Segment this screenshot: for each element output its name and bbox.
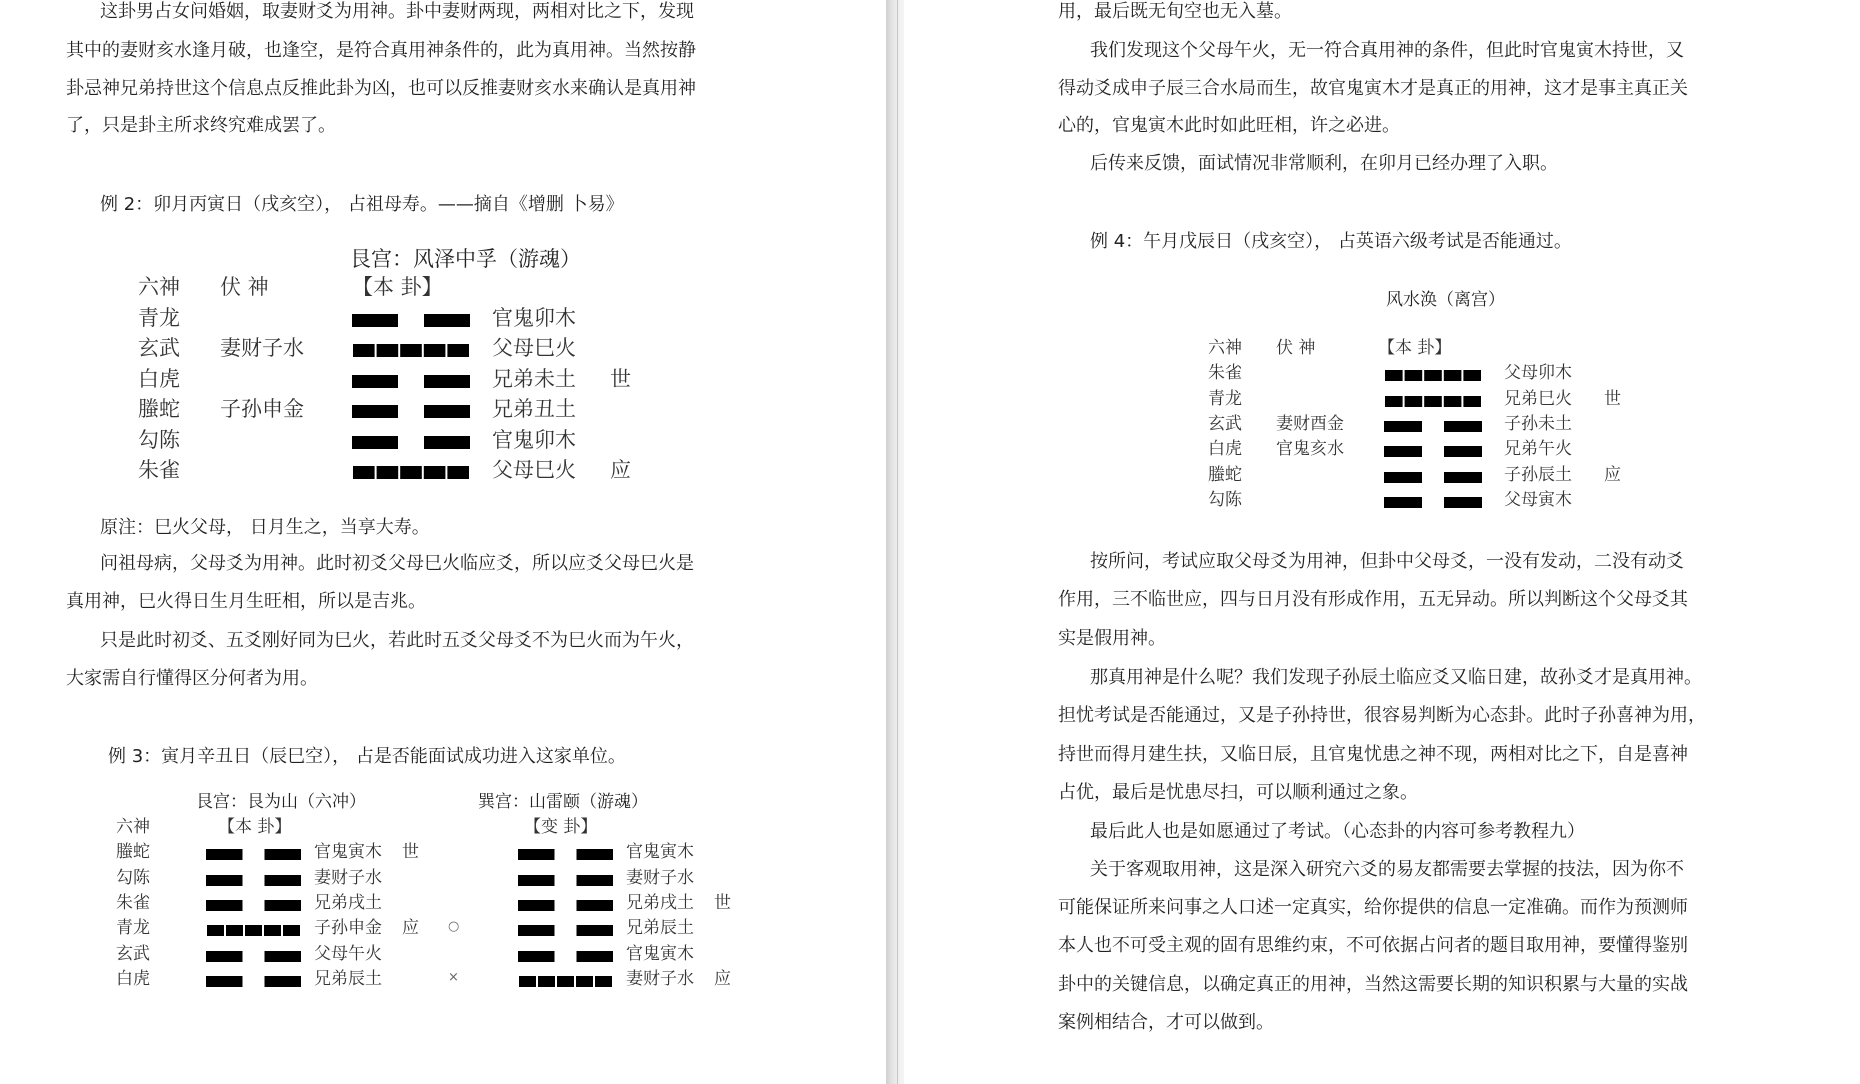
paragraph-line: 那真用神是什么呢？我们发现子孙辰土临应爻又临日建，故孙爻才是真用神。 (1090, 667, 1702, 688)
yin-line (206, 951, 301, 962)
line-label: 子孙未土 (1504, 413, 1572, 434)
paragraph-line: 了，只是卦主所求终究难成罢了。 (66, 115, 336, 136)
shi-ying-mark: 应 (610, 458, 631, 482)
yin-line (518, 875, 613, 886)
six-god-label: 青龙 (116, 918, 150, 939)
shi-ying-mark: 应 (402, 918, 419, 939)
six-god-label: 螣蛇 (138, 397, 180, 421)
six-god-label: 玄武 (116, 943, 150, 964)
header-original-hexagram: 【本 卦】 (218, 817, 292, 837)
paragraph-line: 我们发现这个父母午火，无一符合真用神的条件，但此时官鬼寅木持世，又 (1090, 40, 1684, 61)
yin-line (518, 951, 613, 962)
six-god-label: 青龙 (138, 305, 180, 330)
hexagram-title: 艮宫：风泽中孚（游魂） (350, 247, 581, 271)
paragraph-line: 卦忌神兄弟持世这个信息点反推此卦为凶，也可以反推妻财亥水来确认是真用神 (66, 78, 696, 99)
hidden-god-label: 子孙申金 (220, 397, 304, 421)
example-3-heading: 例 3：寅月辛丑日（辰巳空）， 占是否能面试成功进入这家单位。 (108, 746, 626, 767)
six-god-label: 螣蛇 (1208, 464, 1242, 485)
header-hidden-god: 伏 神 (1276, 338, 1316, 358)
line-label: 子孙辰土 (1504, 464, 1572, 485)
six-god-label: 白虎 (116, 968, 150, 989)
line-label: 兄弟丑土 (492, 397, 576, 421)
yin-line (518, 849, 613, 860)
line-label: 父母巳火 (492, 336, 576, 360)
paragraph-line: 案例相结合，才可以做到。 (1058, 1012, 1274, 1033)
yin-line (518, 900, 613, 911)
six-god-label: 朱雀 (138, 458, 180, 482)
paragraph-line: 本人也不可受主观的固有思维约束，不可依据占问者的题目取用神，要懂得鉴别 (1058, 935, 1688, 956)
moving-line-mark: ○ (448, 919, 460, 935)
shi-ying-mark: 世 (402, 842, 419, 863)
paragraph-line: 担忧考试是否能通过，又是子孙持世，很容易判断为心态卦。此时子孙喜神为用， (1058, 705, 1706, 726)
paragraph-line: 大家需自行懂得区分何者为用。 (66, 668, 318, 689)
line-label: 兄弟巳火 (1504, 388, 1572, 409)
shi-ying-mark: 世 (714, 892, 731, 913)
line-label: 父母寅木 (1504, 489, 1572, 510)
six-god-label: 朱雀 (116, 892, 150, 913)
paragraph-line: 作用，三不临世应，四与日月没有形成作用，五无异动。所以判断这个父母爻其 (1058, 589, 1688, 610)
hexagram-title-changed: 巽宫：山雷颐（游魂） (478, 792, 648, 812)
paragraph-line: 只是此时初爻、五爻刚好同为巳火，若此时五爻父母爻不为巳火而为午火， (100, 630, 694, 651)
example-2-heading: 例 2：卯月丙寅日（戌亥空）， 占祖母寿。——摘自《增删 卜易》 (100, 194, 624, 215)
yin-line (1384, 497, 1482, 508)
paragraph-line: 得动爻成申子辰三合水局而生，故官鬼寅木才是真正的用神，这才是事主真正关 (1058, 78, 1688, 99)
paragraph-line: 持世而得月建生扶，又临日辰，且官鬼忧患之神不现，两相对比之下，自是喜神 (1058, 744, 1688, 765)
paragraph-line: 这卦男占女问婚姻，取妻财爻为用神。卦中妻财两现，两相对比之下，发现 (100, 1, 694, 22)
header-original-hexagram: 【本 卦】 (352, 275, 443, 299)
header-six-gods: 六神 (1208, 338, 1242, 358)
hidden-god-label: 妻财酉金 (1276, 413, 1344, 434)
paragraph-line: 实是假用神。 (1058, 628, 1166, 649)
line-label: 官鬼寅木 (626, 943, 694, 964)
left-page (0, 0, 886, 1084)
line-label: 兄弟午火 (1504, 439, 1572, 460)
example-4-heading: 例 4：午月戊辰日（戌亥空）， 占英语六级考试是否能通过。 (1090, 231, 1572, 252)
paragraph-line: 占优，最后是忧患尽扫，可以顺利通过之象。 (1058, 782, 1418, 803)
paragraph-line: 心的，官鬼寅木此时如此旺相，许之必进。 (1058, 115, 1400, 136)
line-label: 官鬼卯木 (492, 427, 576, 452)
yin-line (1384, 472, 1482, 483)
yin-line (1384, 446, 1482, 457)
paragraph-line: 其中的妻财亥水逢月破，也逢空，是符合真用神条件的，此为真用神。当然按静 (66, 40, 696, 61)
line-label: 兄弟戌土 (626, 892, 694, 913)
line-label: 兄弟未土 (492, 366, 576, 391)
yin-line (352, 375, 470, 388)
paragraph-line: 关于客观取用神，这是深入研究六爻的易友都需要去掌握的技法，因为你不 (1090, 859, 1684, 880)
yang-line (206, 925, 301, 936)
paragraph-line: 用，最后既无旬空也无入墓。 (1058, 1, 1292, 22)
yin-line (352, 436, 470, 449)
yang-line (518, 976, 613, 987)
line-label: 官鬼卯木 (492, 305, 576, 330)
paragraph-line: 按所问，考试应取父母爻为用神，但卦中父母爻，一没有发动，二没有动爻 (1090, 551, 1684, 572)
line-label: 妻财子水 (626, 867, 694, 888)
six-god-label: 玄武 (1208, 413, 1242, 434)
moving-line-mark: × (448, 969, 459, 985)
page-divider (897, 0, 898, 1084)
header-changed-hexagram: 【变 卦】 (524, 817, 598, 837)
six-god-label: 白虎 (1208, 439, 1242, 460)
six-god-label: 玄武 (138, 336, 180, 360)
shi-ying-mark: 世 (610, 366, 631, 391)
line-label: 兄弟辰土 (314, 968, 382, 989)
hidden-god-label: 官鬼亥水 (1276, 439, 1344, 460)
header-six-gods: 六神 (116, 817, 150, 837)
six-god-label: 勾陈 (138, 427, 180, 452)
yin-line (206, 976, 301, 987)
header-original-hexagram: 【本 卦】 (1378, 338, 1452, 358)
line-label: 妻财子水 (314, 867, 382, 888)
yin-line (1384, 421, 1482, 432)
line-label: 妻财子水 (626, 968, 694, 989)
yang-line (352, 466, 470, 479)
right-page (904, 0, 1860, 1084)
paragraph-line: 问祖母病，父母爻为用神。此时初爻父母巳火临应爻，所以应爻父母巳火是 (100, 553, 694, 574)
six-god-label: 青龙 (1208, 388, 1242, 409)
shi-ying-mark: 世 (1604, 388, 1621, 409)
paragraph-line: 真用神，巳火得日生月生旺相，所以是吉兆。 (66, 591, 426, 612)
yin-line (352, 314, 470, 327)
six-god-label: 勾陈 (1208, 489, 1242, 510)
page-gutter (886, 0, 904, 1084)
line-label: 官鬼寅木 (626, 842, 694, 863)
six-god-label: 白虎 (138, 366, 180, 391)
yin-line (206, 849, 301, 860)
line-label: 兄弟戌土 (314, 892, 382, 913)
paragraph-line: 后传来反馈，面试情况非常顺利，在卯月已经办理了入职。 (1090, 153, 1558, 174)
six-god-label: 朱雀 (1208, 363, 1242, 384)
line-label: 官鬼寅木 (314, 842, 382, 863)
paragraph-line: 原注：巳火父母， 日月生之，当享大寿。 (100, 517, 430, 538)
yin-line (206, 875, 301, 886)
yin-line (518, 925, 613, 936)
yin-line (206, 900, 301, 911)
yin-line (352, 405, 470, 418)
hexagram-title: 风水涣（离宫） (1386, 290, 1505, 310)
hexagram-title-original: 艮宫：艮为山（六冲） (196, 792, 366, 812)
paragraph-line: 最后此人也是如愿通过了考试。（心态卦的内容可参考教程九） (1090, 821, 1585, 842)
yang-line (352, 344, 470, 357)
shi-ying-mark: 应 (1604, 464, 1621, 485)
six-god-label: 螣蛇 (116, 842, 150, 863)
header-hidden-god: 伏 神 (220, 275, 269, 299)
line-label: 父母午火 (314, 943, 382, 964)
line-label: 兄弟辰土 (626, 918, 694, 939)
paragraph-line: 卦中的关键信息，以确定真正的用神，当然这需要长期的知识积累与大量的实战 (1058, 974, 1688, 995)
header-six-gods: 六神 (138, 275, 180, 299)
yang-line (1384, 396, 1482, 407)
yang-line (1384, 370, 1482, 381)
shi-ying-mark: 应 (714, 968, 731, 989)
line-label: 子孙申金 (314, 918, 382, 939)
six-god-label: 勾陈 (116, 867, 150, 888)
line-label: 父母巳火 (492, 458, 576, 482)
hidden-god-label: 妻财子水 (220, 336, 304, 360)
line-label: 父母卯木 (1504, 363, 1572, 384)
paragraph-line: 可能保证所来问事之人口述一定真实，给你提供的信息一定准确。而作为预测师 (1058, 897, 1688, 918)
